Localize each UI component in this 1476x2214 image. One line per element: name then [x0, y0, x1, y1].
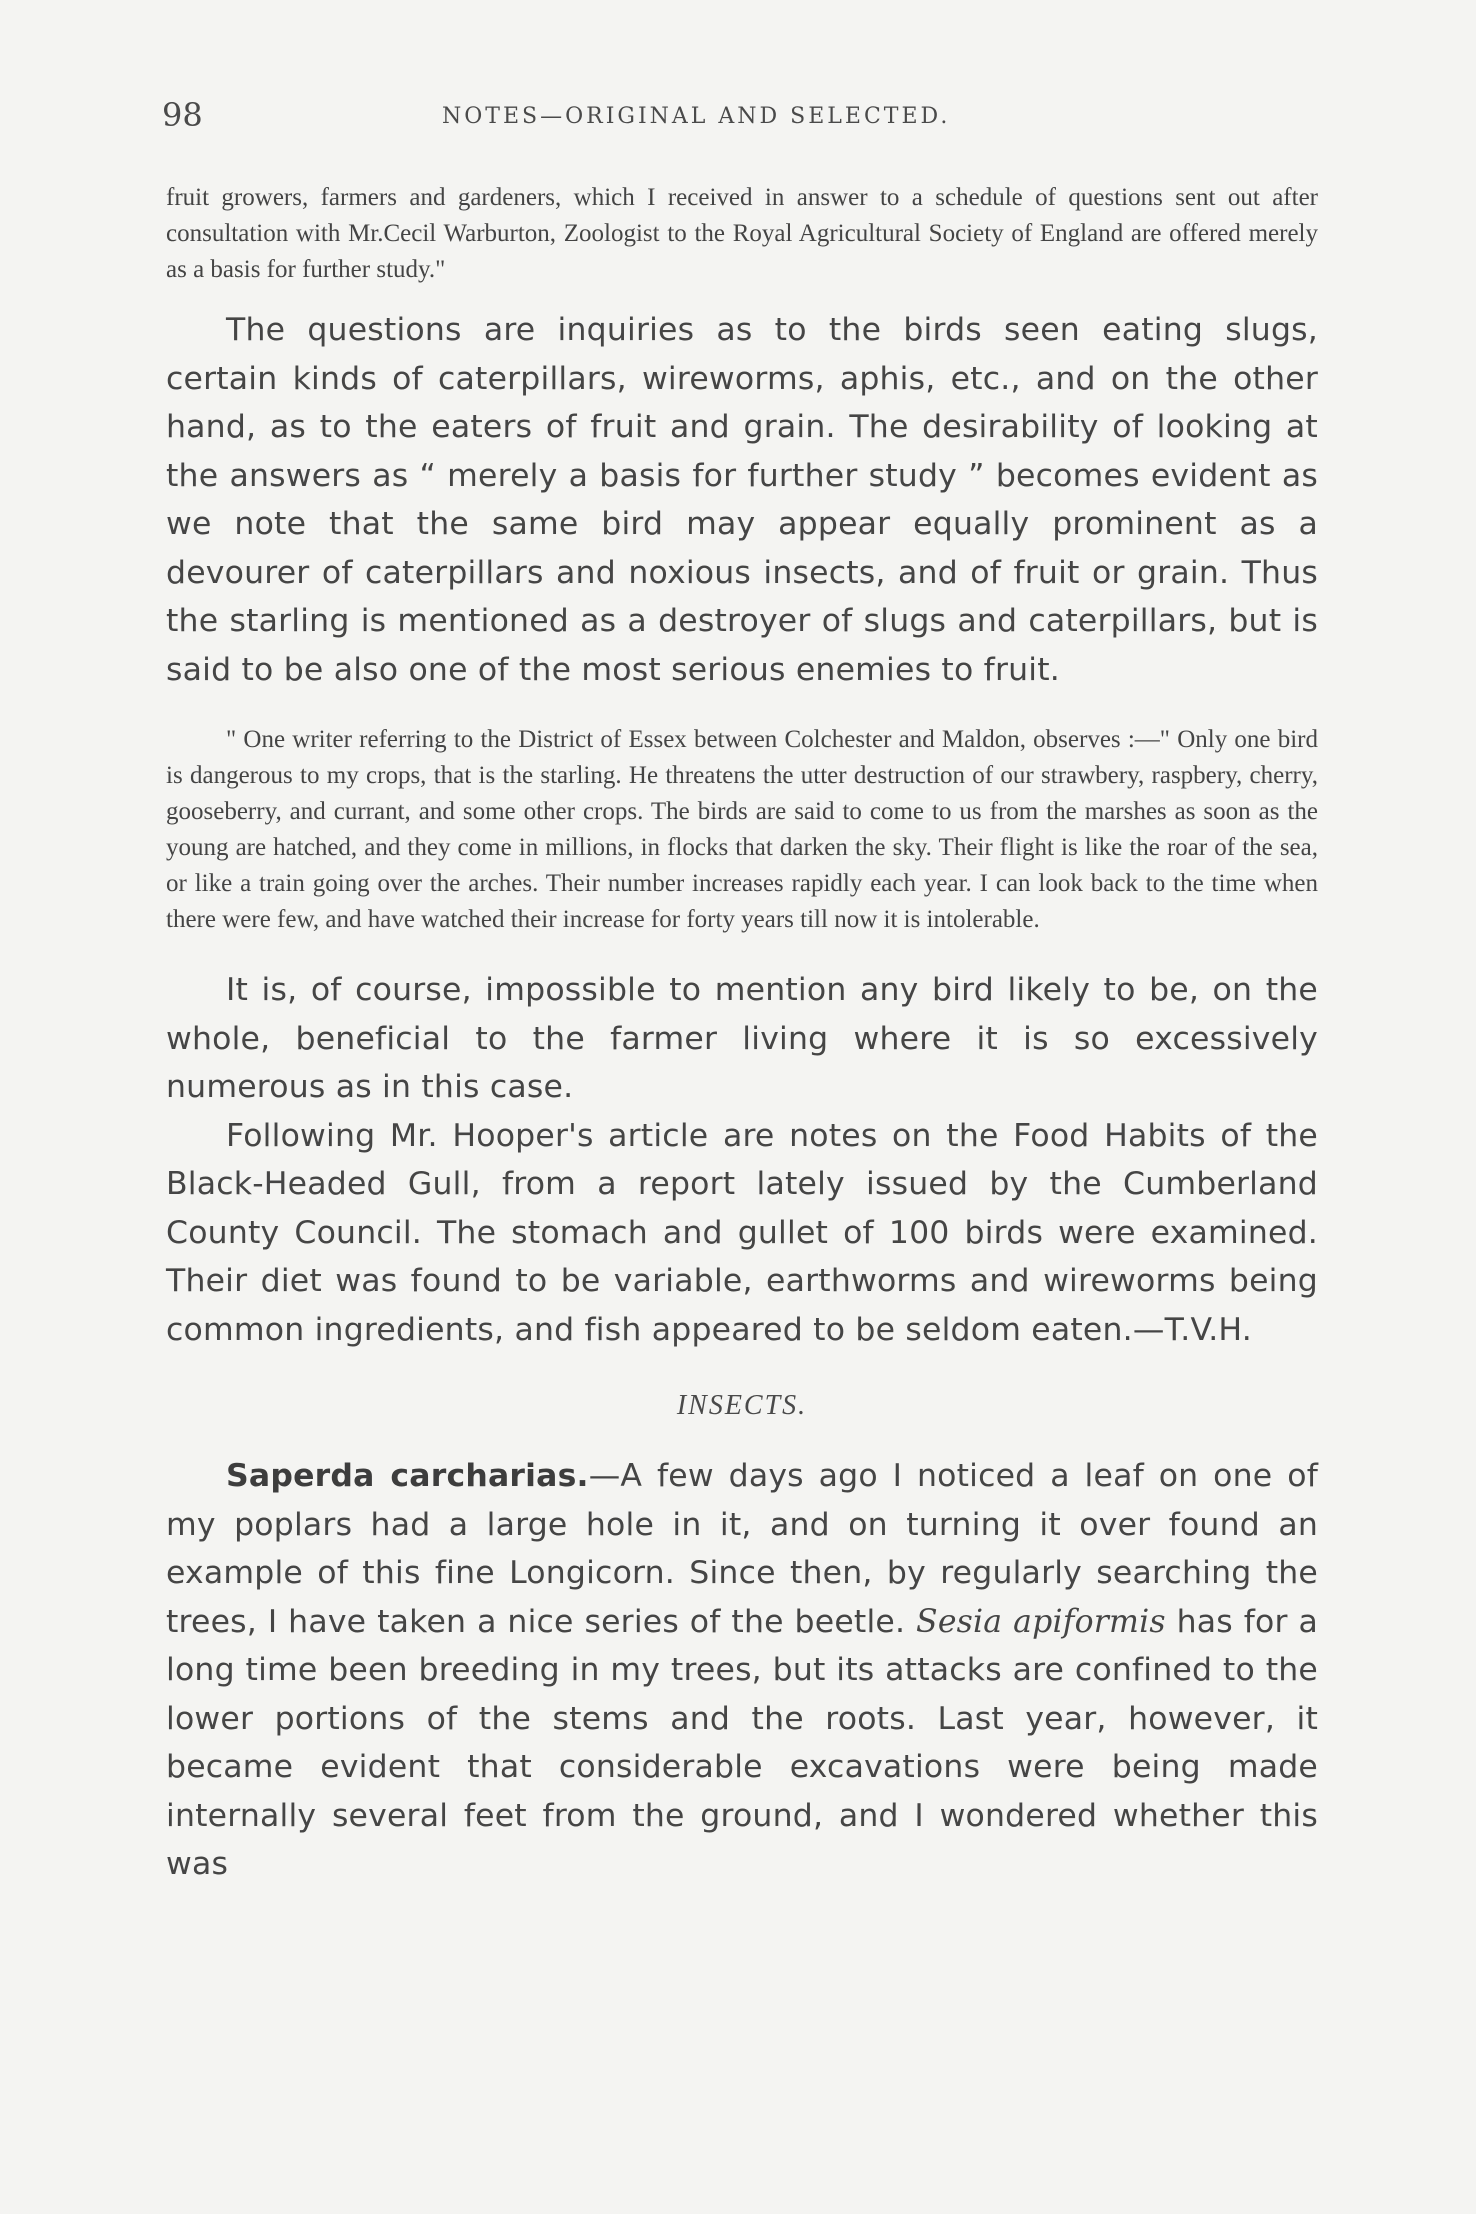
- paragraph-saperda: [166, 1452, 1318, 1889]
- saperda-text-part-b: has for a long time been breeding in my trees, but its attacks are confined to the lower portions of the stems and the roots. Last year, however, it became evident that considerable excavations were being made internally several feet from the ground, and I wondered whether this was: [166, 1603, 1318, 1882]
- page-number: 98: [162, 96, 203, 134]
- running-title: NOTES—ORIGINAL AND SELECTED.: [442, 104, 951, 129]
- saperda-text-part-a: —A few days ago I noticed a leaf on one of my poplars had a large hole in it, and on turning it over found an example of this fine Longicorn. Since then, by regularly searching the trees, I have taken a nice series of the beetle.: [166, 1458, 1318, 1640]
- paragraph-gull-report: Following Mr. Hooper's article are notes on the Food Habits of the Black-Headed Gull, from a report lately issued by the Cumberland County Council. The stomach and gullet of 100 birds were examined. Their diet was found to be variable, earthworms and wireworms being common ingredients, and fish appeared to be seldom eaten.—T.V.H.: [166, 1117, 1318, 1348]
- paragraph-beneficial: It is, of course, impossible to mention any bird likely to be, on the whole, beneficial to the farmer living where it is so excessively numerous as in this case.: [166, 972, 1318, 1105]
- section-heading-insects: INSECTS.: [676, 1390, 808, 1421]
- page-header: [162, 96, 1322, 136]
- continued-quote-paragraph: fruit growers, farmers and gardeners, which I received in answer to a schedule of questions sent out after consultation with Mr.Cecil Warburton, Zoologist to the Royal Agricultural Society of England are offered merely as a basis for further study.": [166, 184, 1318, 283]
- species-name-sesia: Sesia apiformis: [916, 1603, 1166, 1640]
- quote-essex-writer: " One writer referring to the District of Essex between Colchester and Maldon, observes :—" Only one bird is dangerous to my crops, that is the starling. He threatens the utter destruction of our strawbery, raspbery, cherry, gooseberry, and currant, and some other crops. The birds are said to come to us from the marshes as soon as the young are hatched, and they come in millions, in flocks that darken the sky. Their flight is like the roar of the sea, or like a train going over the arches. Their number increases rapidly each year. I can look back to the time when there were few, and have watched their increase for forty years till now it is intolerable.: [166, 726, 1318, 933]
- species-lead-saperda: Saperda carcharias.: [226, 1458, 589, 1494]
- paragraph-questions: The questions are inquiries as to the birds seen eating slugs, certain kinds of caterpillars, wireworms, aphis, etc., and on the other hand, as to the eaters of fruit and grain. The desirability of looking at the answers as “ merely a basis for further study ” becomes evident as we note that the same bird may appear equally prominent as a devourer of caterpillars and noxious insects, and of fruit or grain. Thus the starling is mentioned as a destroyer of slugs and caterpillars, but is said to be also one of the most serious enemies to fruit.: [166, 312, 1318, 688]
- page-body: [166, 180, 1318, 1889]
